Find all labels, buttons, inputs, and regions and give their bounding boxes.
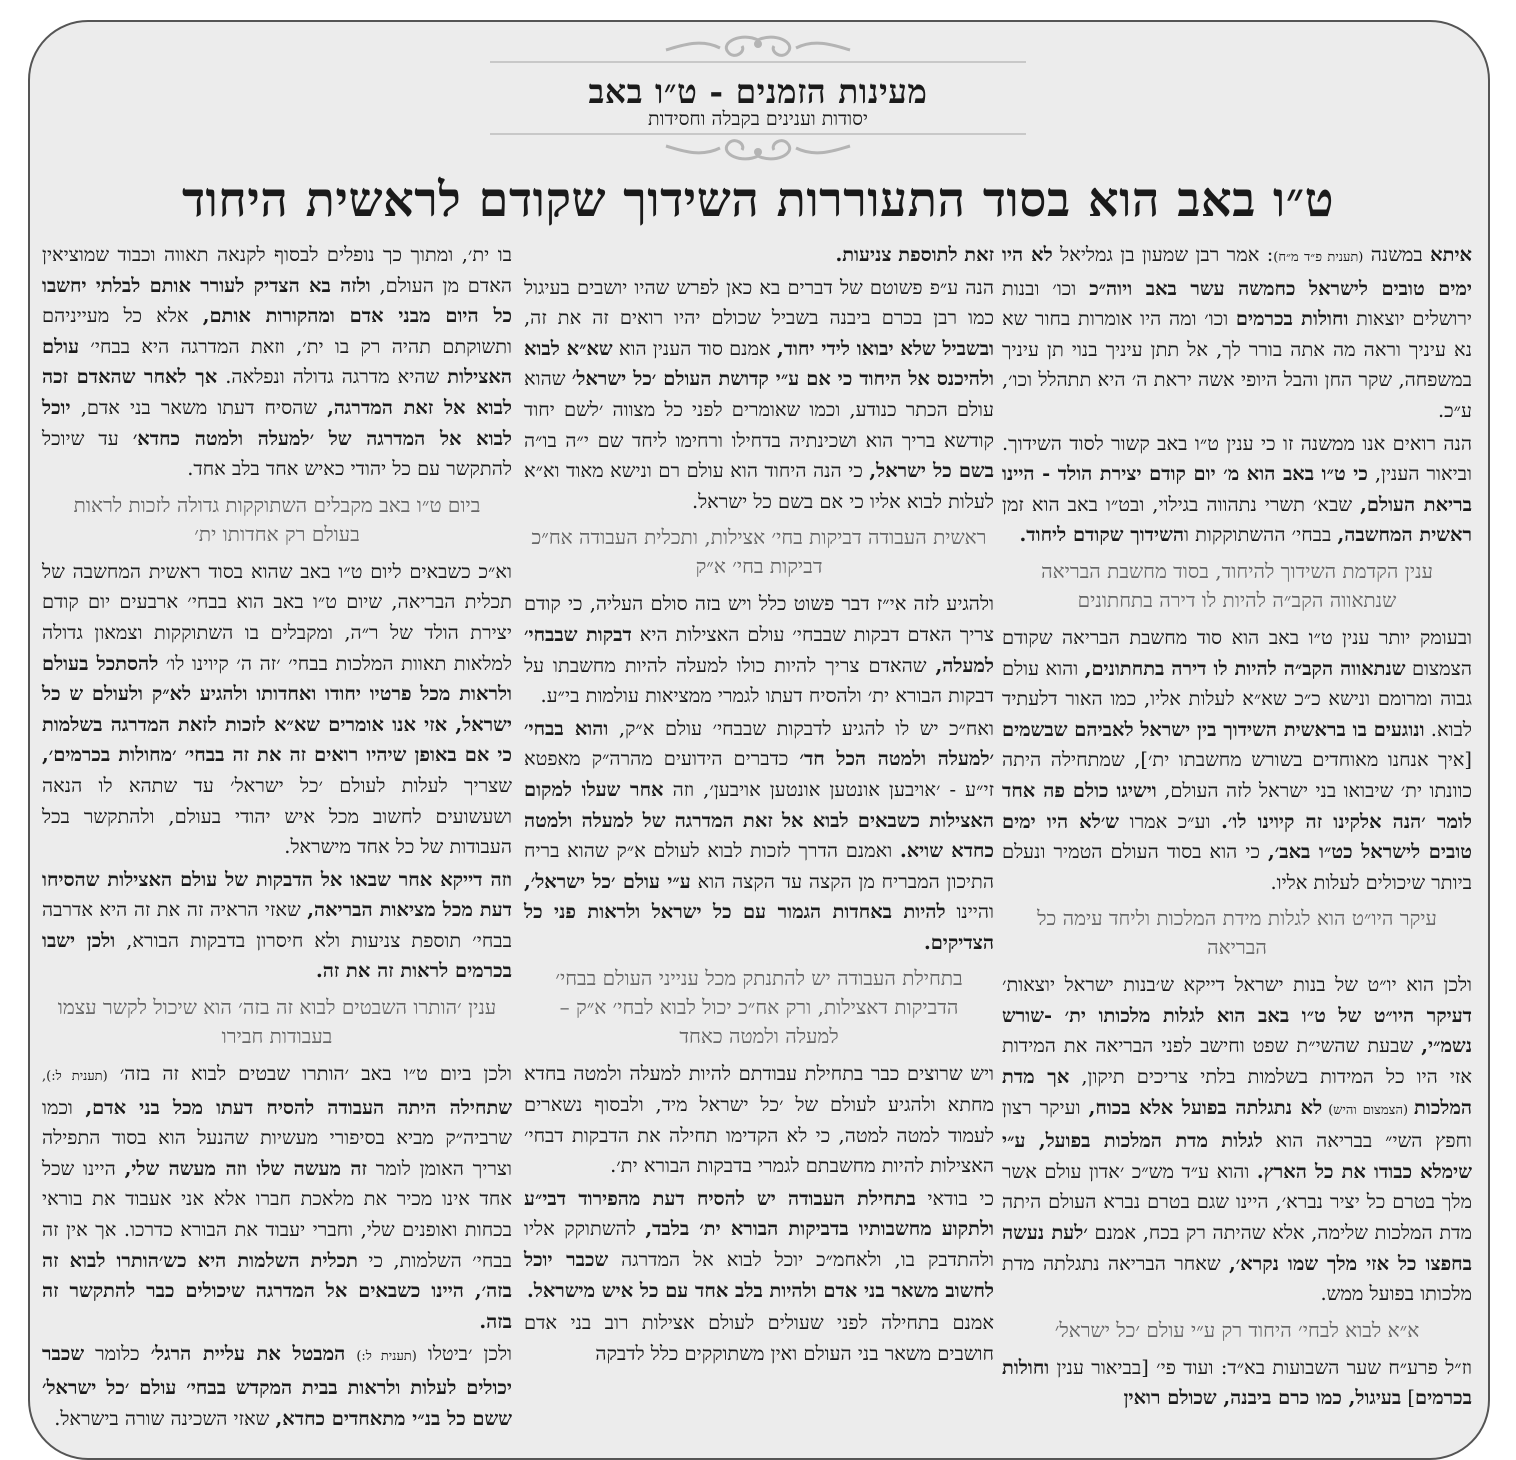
- subheading: ענין הקדמת השידוך להיחוד, בסוד מחשבת הבריאה שנתאווה הקב״ה להיות לו דירה בתחתונים: [1041, 558, 1433, 612]
- paragraph: ולהגיע לזה אי״ז דבר פשוט כלל ויש בזה סולם העליה, כי קודם צריך האדם דבקות שבבחי׳ עולם האצילות היא דבקות שבבחי׳ למעלה, שהאדם צריך להיות כולו למעלה להיות מחשבתו על דבקות הבורא ית׳ ולהסיח דעתו לגמרי ממציאות עולמות בי״ע.: [524, 592, 994, 708]
- paragraph: וא״כ כשבאים ליום ט״ו באב שהוא בסוד ראשית המחשבה של תכלית הבריאה, שיום ט״ו באב הוא בבחי׳ ארבעים יום קודם יצירת הולד של ר״ה, ומקבלים בו השתוקקות וצמאון גדולה למלאות תאוות המלכות בבחי׳ ׳זה ה׳ קיוינו לו׳ להסתכל בעולם ולראות מכל פרטיו יחודו ואחדותו ולהגיע לא״ק ולעולם ש כל ישראל, אזי אנו אומרים שא״א לזכות לזאת המדרגה בשלמות כי אם באופן שיהיו רואים זה את זה בבחי׳ ׳מחולות בכרמים׳, שצריך לעלות לעולם ׳כל ישראל׳ עד שתהא לו הנאה ושעשועים לחשוב מכל איש יהודי בעולם, ולהתקשר בכל העבודות של כל אחד מישראל.: [42, 559, 512, 859]
- paragraph: הנה רואים אנו ממשנה זו כי ענין ט״ו באב קשור לסוד השידוך. וביאור הענין, כי ט״ו באב הוא מ׳ יום קודם יצירת הולד - היינו בריאת העולם, שבא׳ תשרי נתהווה בגילוי, ובט״ו באב הוא זמן ראשית המחשבה, בבחי׳ ההשתוקקות והשידוך שקודם ליחוד.: [1002, 431, 1472, 547]
- paragraph: ויש שרוצים כבר בתחילת עבודתם להיות למעלה ולמטה בחדא מחתא ולהגיע לעולם של ׳כל ישראל מיד, ולבסוף נשארים לעמוד למטה למטה, כי לא הקדימו תחילה את הדבקות דבחי׳ האצילות להיות מחשבתם לגמרי בדבקות הבורא ית׳.: [524, 1062, 994, 1178]
- subheading: ראשית העבודה דביקות בחי׳ אצילות, ותכלית העבודה אח״כ דביקות בחי׳ א״ק: [531, 525, 987, 579]
- paragraph: ולכן הוא יו״ט של בנות ישראל דייקא ש׳בנות ישראל יוצאות׳ דעיקר היו״ט של ט״ו באב הוא לגלות מלכותו ית׳ -שורש נשמ״י, שבעת שהשי״ת שפט וחישב לפני הבריאה את המידות אזי היו כל המידות בשלמות בלתי צריכים תיקון, אך מדת המלכות (הצמצום והיש) לא נתגלתה בפועל אלא בכוח, ועיקר רצון וחפץ השי״ בבריאה הוא לגלות מדת המלכות בפועל, ע״י שימלא כבודו את כל הארץ. והוא ע״ד מש״כ ׳אדון עולם אשר מלך בטרם כל יציר נברא׳, היינו שגם בטרם נברא העולם היתה מדת המלכות שלימה, אלא שהיתה רק בכח, אמנם ׳לעת נעשה בחפצו כל אזי מלך שמו נקרא׳, שאחר הבריאה נתגלתה מדת מלכותו בפועל ממש.: [1002, 973, 1473, 1306]
- paragraph: בו ית׳, ומתוך כך נופלים לבסוף לקנאה תאווה וכבוד שמוציאין האדם מן העולם, ולזה בא הצדיק לעורר אותם לבלתי יחשבו כל היום מבני אדם ומהקורות אותם, אלא כל מעייניהם ותשוקתם תהיה רק בו ית׳, וזאת המדרגה היא בבחי׳ עולם האצילות שהיא מדרגה גדולה ונפלאה. אך לאחר שהאדם זכה לבוא אל זאת המדרגה, שהסיח דעתו משאר בני אדם, יוכל לבוא אל המדרגה של ׳למעלה ולמטה כחדא׳ עד שיוכל להתקשר עם כל יהודי כאיש אחד בלב אחד.: [42, 243, 513, 481]
- paragraph: ולכן ביום ט״ו באב ׳הותרו שבטים לבוא זה בזה׳ (תענית ל:), שתחילה היתה העבודה להסיח דעתו מכל בני אדם, וכמו שרביה״ק מביא בסיפורי מעשיות שהנעל הוא בסוד התפילה וצריך האומן לומר זה מעשה שלו וזה מעשה שלי, היינו שכל אחד אינו מכיר את מלאכת חברו אלא אני אעבוד את בוראי בכחות ואופנים שלי, וחברי יעבוד את הבורא כדרכו. אך אין זה בבחי׳ השלמות, כי תכלית השלמות היא כש׳הותרו לבוא זה בזה׳, היינו כשבאים אל המדרגה שיכולים כבר להתקשר זה בזה.: [42, 1062, 512, 1333]
- paragraph: וזה דייקא אחר שבאו אל הדבקות של עולם האצילות שהסיחו דעת מכל מציאות הבריאה, שאזי הראיה זה את זה היא אדרבה בבחי׳ תוספת צניעות ולא חיסרון בדבקות הבורא, ולכן ישבו בכרמים לראות זה את זה.: [42, 867, 513, 983]
- subheading: ענין ׳הותרו השבטים לבוא זה בזה׳ הוא שיכול לקשר עצמו בעבודות חבירו: [57, 995, 497, 1049]
- header-title: מעינות הזמנים - ט״ו באב: [588, 72, 928, 111]
- subheading: בתחילת העבודה יש להתנתק מכל ענייני העולם בבחי׳ הדביקות דאצילות, ורק אח״כ יכול לבוא לבחי׳ א״ק – למעלה ולמטה כאחד: [555, 966, 963, 1049]
- header-subtitle: יסודות וענינים בקבלה וחסידות: [648, 108, 868, 130]
- paragraph: אמנם בתחילה לפני שעולים לעולם אצילות רוב בני אדם חושבים משאר בני העולם ואין משתוקקים כלל לדבקה: [524, 1311, 994, 1365]
- paragraph: וז״ל פרע״ח שער השבועות בא״ד: ועוד פי׳ [בביאור ענין וחולות בכרמים] בעיגול, כמו כרם ביבנה, שכולם רואין: [1002, 1355, 1472, 1410]
- header-banner: [480, 34, 1036, 162]
- column-middle: [524, 240, 994, 1371]
- subheading: ביום ט״ו באב מקבלים השתוקקות גדולה לזכות לראות בעולם רק אחדותו ית׳: [73, 492, 481, 546]
- paragraph: ואח״כ יש לו להגיע לדבקות שבבחי׳ עולם א״ק, והוא בבחי׳ ׳למעלה ולמטה הכל חד׳ כדברים הידועים מהרה״ק מאפטא זי״ע - ׳אויבען אונטען אונטען אויבען׳, וזה אחר שעלו למקום האצילות כשבאים לבוא אל זאת המדרגה של למעלה ולמטה כחדא שויא. ואמנם הדרך לזכות לבוא לעולם א״ק שהוא בריח התיכון המבריח מן הקצה עד הקצה הוא ע״י עולם ׳כל ישראל׳, והיינו להיות באחדות הגמור עם כל ישראל ולראות פני כל הצדיקים.: [524, 716, 995, 954]
- article-title: ט״ו באב הוא בסוד התעוררות השידוך שקודם לראשית היחוד: [181, 172, 1335, 228]
- paragraph: זאת לתוספת צניעות.: [835, 243, 994, 266]
- paragraph: ובעומק יותר ענין ט״ו באב הוא סוד מחשבת הבריאה שקודם הצמצום שנתאווה הקב״ה להיות לו דירה בתחתונים, והוא עולם גבוה ומרומם ונישא כ״כ שא״א לעלות אליו, כמו האור דלעתיד לבוא. ונוגעים בו בראשית השידוך בין ישראל לאביהם שבשמים [איך אנחנו מאוחדים בשורש מחשבתו ית׳], שמתחילה היתה כוונתו ית׳ שיבואו בני ישראל לזה העולם, וישיגו כולם פה אחד לומר ׳הנה אלקינו זה קיוינו לו׳. וע״כ אמרו ש׳לא היו ימים טובים לישראל כט״ו באב׳, כי הוא בסוד העולם הטמיר ונעלם ביותר שיכולים לעלות אליו.: [1002, 625, 1472, 894]
- paragraph: ולכן ׳ביטלו (תענית ל:) המבטל את עליית הרגל׳ כלומר שכבר יכולים לעלות ולראות בבית המקדש בבחי׳ עולם ׳כל ישראל׳ ששם כל בנ״י מתאחדים כחדא, שאזי השכינה שורה בישראל.: [42, 1342, 512, 1430]
- paragraph: איתא במשנה (תענית פ״ד מ״ח): אמר רבן שמעון בן גמליאל לא היו ימים טובים לישראל כחמשה עשר באב ויוה״כ וכו׳ ובנות ירושלים יוצאות וחולות בכרמים וכו׳ ומה היו אומרות בחור שא נא עיניך וראה מה אתה בורר לך, אל תתן עיניך בנוי תן עיניך במשפחה, שקר החן והבל היופי אשה יראת ה׳ היא תתהלל וכו׳, ע״כ.: [1002, 243, 1472, 422]
- paragraph: כי בודאי בתחילת העבודה יש להסיח דעת מהפירוד דבי״ע ולתקוע מחשבותיו בדביקות הבורא ית׳ בלבד, להשתוקק אליו ולהתדבק בו, ולאחמ״כ יוכל לבוא אל המדרגה שכבר יוכל לחשוב משאר בני אדם ולהיות בלב אחד עם כל איש מישראל.: [524, 1186, 995, 1302]
- subheading: א״א לבוא לבחי׳ היחוד רק ע״י עולם ׳כל ישראל׳: [1054, 1317, 1420, 1342]
- subheading: עיקר היו״ט הוא לגלות מידת המלכות וליחד עימה כל הבריאה: [1037, 906, 1437, 960]
- paragraph: הנה ע״פ פשוטם של דברים בא כאן לפרש שהיו יושבים בעיגול כמו רבן בכרם ביבנה בשביל שכולם יהיו רואים זה את זה, ובשביל שלא יבואו לידי יחוד, אמנם סוד הענין הוא שא״א לבוא ולהיכנס אל היחוד כי אם ע״י קדושת העולם ׳כל ישראל׳ שהוא עולם הכתר כנודע, וכמו שאומרים לפני כל מצווה ׳לשם יחוד קודשא בריך הוא ושכינתיה בדחילו ורחימו ליחד שם י״ה בו״ה בשם כל ישראל, כי הנה היחוד הוא עולם רם ונישא מאוד וא״א לעלות לבוא אליו כי אם בשם כל ישראל.: [524, 275, 994, 513]
- column-right: [1002, 240, 1472, 1416]
- column-left: [42, 240, 512, 1436]
